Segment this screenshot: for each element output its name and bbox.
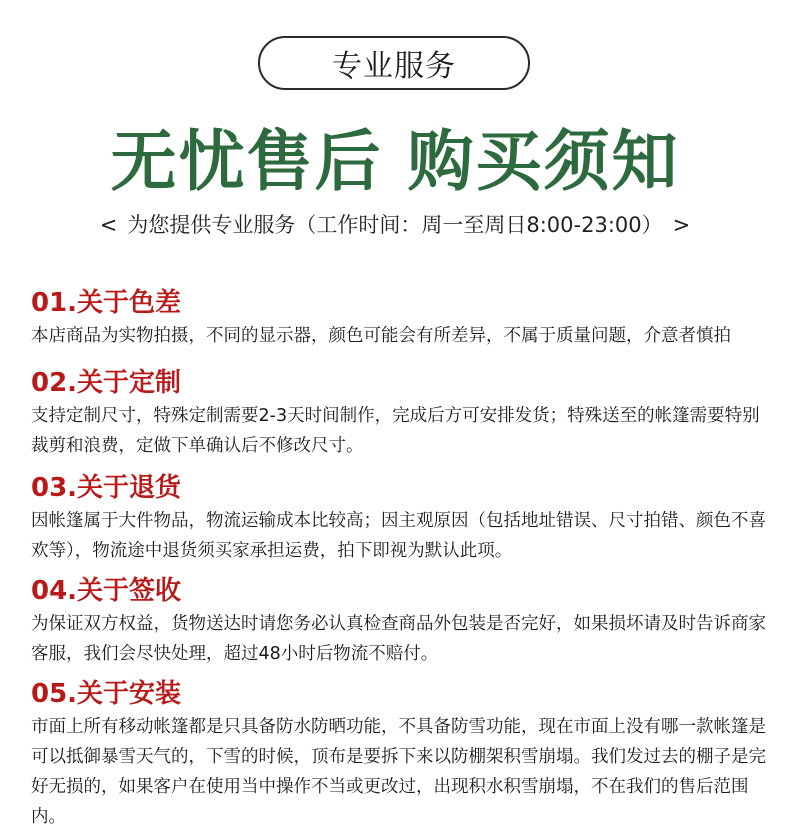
section-title: 05.关于安装 (31, 679, 182, 709)
service-badge-label: 专业服务 (332, 49, 456, 84)
notice-returns (31, 470, 766, 566)
section-body: 支持定制尺寸，特殊定制需要2-3天时间制作，完成后方可安排发货；特殊送至的帐篷需要特别裁剪和浪费，定做下单确认后不修改尺寸。 (31, 406, 760, 456)
notice-installation (31, 676, 766, 832)
section-body: 为保证双方权益，货物送达时请您务必认真检查商品外包装是否完好，如果损坏请及时告诉商家客服，我们会尽快处理，超过48小时后物流不赔付。 (31, 614, 766, 664)
section-body: 市面上所有移动帐篷都是只具备防水防晒功能，不具备防雪功能，现在市面上没有哪一款帐篷是可以抵御暴雪天气的，下雪的时候，顶布是要拆下来以防棚架积雪崩塌。我们发过去的棚子是完好无损的，如果客户在使用当中操作不当或更改过，出现积水积雪崩塌，不在我们的售后范围内。 (31, 717, 766, 827)
service-hours-subtitle (0, 208, 790, 242)
section-title: 04.关于签收 (31, 576, 182, 606)
chevron-right-icon: > (672, 213, 691, 237)
section-title: 03.关于退货 (31, 473, 182, 503)
section-body: 因帐篷属于大件物品，物流运输成本比较高；因主观原因（包括地址错误、尺寸拍错、颜色不喜欢等），物流途中退货须买家承担运费，拍下即视为默认此项。 (31, 511, 766, 561)
notice-customization (31, 365, 766, 461)
notice-color-difference (31, 285, 766, 351)
section-title: 01.关于色差 (31, 288, 182, 318)
service-badge (258, 36, 530, 90)
section-title: 02.关于定制 (31, 368, 182, 398)
section-body: 本店商品为实物拍摄，不同的显示器，颜色可能会有所差异，不属于质量问题，介意者慎拍 (31, 326, 731, 346)
service-hours-text: 为您提供专业服务（工作时间：周一至周日8:00-23:00） (127, 213, 663, 237)
notice-delivery-receipt (31, 573, 766, 669)
chevron-left-icon: < (99, 213, 118, 237)
page-title: 无忧售后 购买须知 (110, 123, 680, 200)
